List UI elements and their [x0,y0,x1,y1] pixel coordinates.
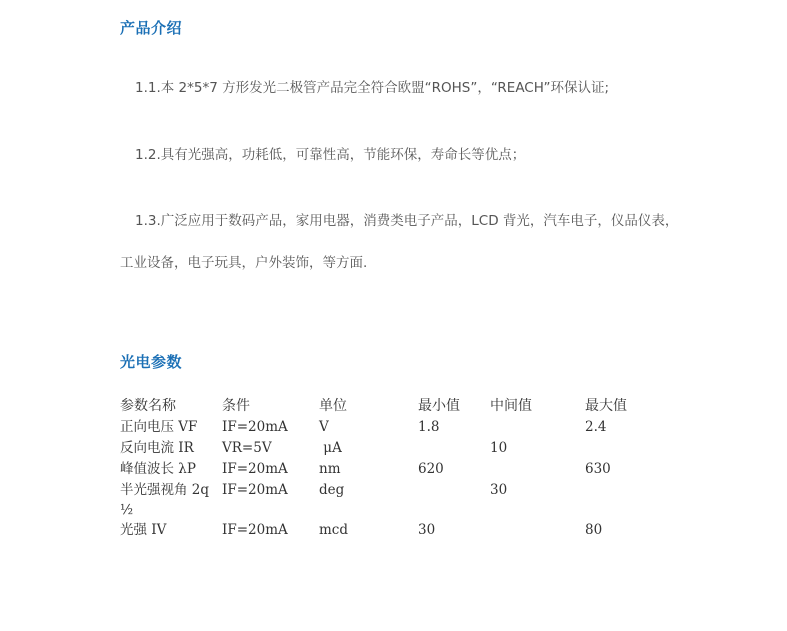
table-cell: VR=5V [222,440,272,456]
table-cell: deg [319,482,345,498]
params-table [120,396,665,541]
table-cell [490,520,585,541]
table-row [120,520,665,541]
table-cell: 30 [490,482,508,498]
header-cell: 参数名称 [120,398,176,414]
table-cell [585,438,665,459]
table-cell: 光强 IV [120,522,167,538]
intro-paragraph-3: 1.3.广泛应用于数码产品，家用电器，消费类电子产品，LCD 背光，汽车电子，仪品仪表， [135,213,679,229]
header-cell: 中间值 [490,398,532,414]
table-cell: 620 [418,461,444,477]
table-cell [585,480,665,520]
table-cell: μA [319,440,342,456]
table-cell: IF=20mA [222,522,288,538]
table-cell [418,480,490,520]
table-cell [418,438,490,459]
table-cell: IF=20mA [222,461,288,477]
header-cell: 条件 [222,398,250,414]
intro-paragraph-1: 1.1.本 2*5*7 方形发光二极管产品完全符合欧盟“ROHS”，“REACH”环保认证; [135,80,610,96]
table-cell: 80 [585,522,603,538]
header-cell: 最小值 [418,398,460,414]
header-cell: 最大值 [585,398,627,414]
table-cell: V [319,419,329,435]
table-row [120,480,665,520]
table-cell: 正向电压 VF [120,419,198,435]
table-cell: 峰值波长 λP [120,461,196,477]
intro-paragraph-2: 1.2.具有光强高，功耗低，可靠性高，节能环保，寿命长等优点； [135,147,526,163]
params-title: 光电参数 [120,353,183,371]
table-cell: 10 [490,440,508,456]
intro-title: 产品介绍 [120,19,183,37]
table-cell: 半光强视角 2q½ [120,482,210,518]
table-cell: 30 [418,522,436,538]
table-cell: 1.8 [418,419,440,435]
table-row [120,438,665,459]
table-cell: 630 [585,461,611,477]
table-cell: 2.4 [585,419,607,435]
table-cell: IF=20mA [222,482,288,498]
table-row [120,417,665,438]
table-cell: mcd [319,522,349,538]
table-cell: IF=20mA [222,419,288,435]
table-cell [490,459,585,480]
table-cell [490,417,585,438]
table-cell: nm [319,461,341,477]
params-header-row [120,396,665,417]
header-cell: 单位 [319,398,347,414]
table-row [120,459,665,480]
intro-paragraph-3-continued: 工业设备，电子玩具，户外装饰，等方面. [120,255,368,271]
table-cell: 反向电流 IR [120,440,194,456]
